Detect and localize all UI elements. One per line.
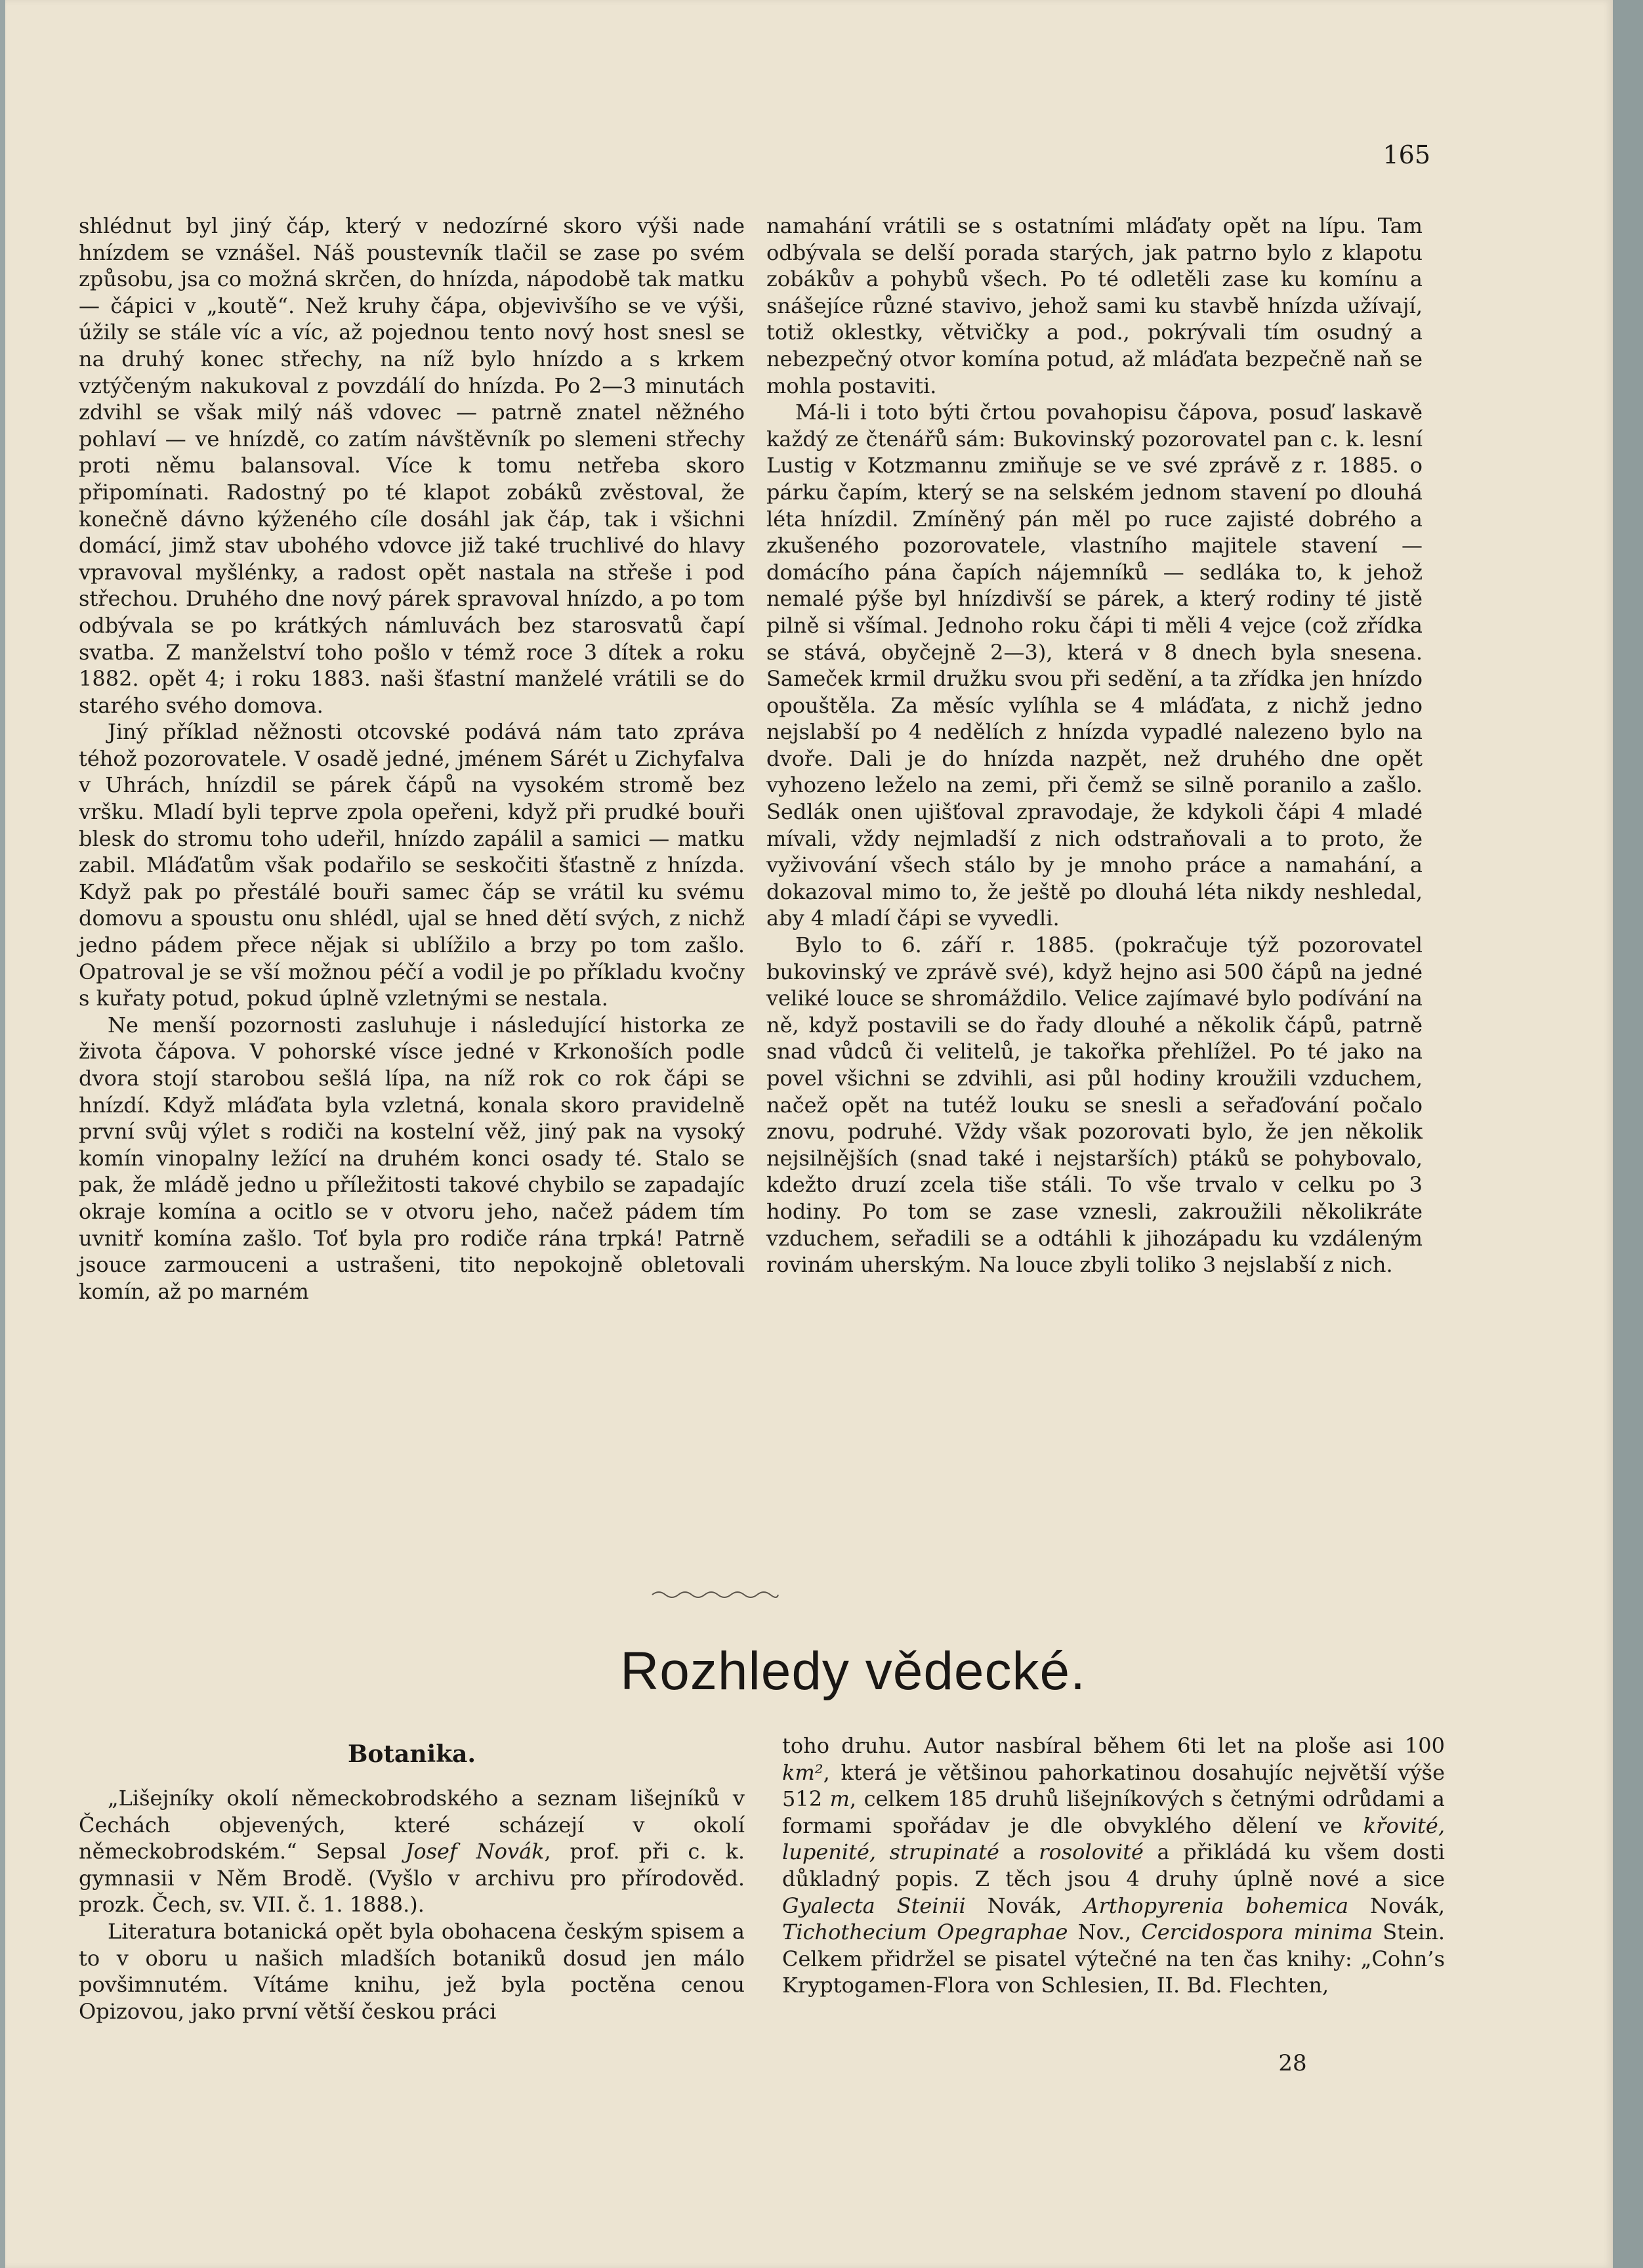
page-edge-strip [1613, 0, 1643, 2268]
species-name: Tichothecium Opegraphae [782, 1920, 1068, 1945]
text-run: Novák, [965, 1893, 1084, 1918]
text-run: a přikládá ku všem dosti důkladný popis. Z těch jsou 4 druhy úplně nové a sice [782, 1839, 1445, 1891]
left-paragraph-3: Ne menší pozornosti zasluhuje i následující historka ze života čápova. V pohorské vísce jedné v Krkonoších podle dvora stojí starobou sešlá lípa, na níž rok co rok čápi se hnízdí. Když mláďata byla vzletná, konala skoro pravidelně první svůj výlet s rodiči na kostelní věž, jiný pak na vysoký komín vinopalny ležící na druhém konci osady té. Stalo se pak, že mládě jedno u příležitosti takové chybilo se zapadajíc okraje komína a ocitlo se v otvoru jeho, načež pádem tím uvnitř komína zašlo. Toť byla pro rodiče rána trpká! Patrně jsouce zarmouceni a ustrašeni, tito nepokojně obletovali komín, až po marném [79, 1012, 745, 1304]
left-column-article [79, 213, 745, 1305]
lichen-forms: křovité, lupenité, strupinaté [782, 1813, 1445, 1865]
botanika-paragraph-3 [782, 1732, 1445, 1999]
species-name: Arthopyrenia bohemica [1083, 1893, 1349, 1918]
section-heading: Rozhledy vědecké. [620, 1641, 1086, 1701]
species-name: Gyalecta Steinii [782, 1893, 966, 1918]
lichen-form-gelatinous: rosolovité [1039, 1839, 1144, 1865]
text-run: , celkem 185 druhů lišejníkových s četnými odrůdami a formami spořádav je dle obvyklého dělení ve [782, 1786, 1445, 1838]
review-title: „Lišejníky okolí německobrodského a seznam lišejníků v Čechách objevených, které scházejí v okolí německobrodském.“ Sepsal [79, 1786, 745, 1864]
left-paragraph-2: Jiný příklad něžnosti otcovské podává nám tato zpráva téhož pozorovatele. V osadě jedné, jménem Sárét u Zichyfalva v Uhrách, hnízdil se párek čápů na vysokém stromě bez vršku. Mladí byli teprve zpola opeřeni, když při prudké bouři blesk do stromu toho udeřil, hnízdo zapálil a samici — matku zabil. Mláďatům však podařilo se seskočiti šťastně z hnízda. Když pak po přestálé bouři samec čáp se vrátil ku svému domovu a spoustu onu shlédl, ujal se hned dětí svých, z nichž jedno pádem přece nějak si ublížilo a brzy po tom zašlo. Opatroval je se vší možnou péčí a vodil je po příkladu kvočny s kuřaty potud, pokud úplně vzletnými se nestala. [79, 719, 745, 1011]
right-column-article [766, 213, 1423, 1278]
signature-mark: 28 [1278, 2050, 1307, 2076]
right-paragraph-3: Bylo to 6. září r. 1885. (pokračuje týž pozorovatel bukovinský ve zprávě své), když hejno asi 500 čápů na jedné veliké louce se shromáždilo. Velice zajímavé bylo podívání na ně, když postavili se do řady dlouhé a několik čápů, patrně snad vůdců či velitelů, je takořka přehlížel. Po té jako na povel všichni se zdvihli, asi půl hodiny kroužili vzduchem, načež opět na tutéž louku se snesli a seřaďování počalo znovu, podruhé. Vždy však pozorovati bylo, že jen několik nejsilnějších (snad také i nejstarších) ptáků se pohybovalo, kdežto druzí zcela tiše stáli. To vše trvalo v celku po 3 hodiny. Po tom se zase vznesli, zakroužili několikráte vzduchem, seřadili se a odtáhli k jihozápadu ku vzdáleným rovinám uherským. Na louce zbyli toliko 3 nejslabší z nich. [766, 933, 1423, 1278]
unit-km2: km² [782, 1759, 823, 1785]
text-run: Stein. Celkem přidržel se pisatel výtečné na ten čas knihy: „Cohn’s Kryptogamen-Flora von Schlesien, II. Bd. Flechten, [782, 1920, 1445, 1998]
text-run: toho druhu. Autor nasbíral během 6ti let na ploše asi 100 [782, 1733, 1445, 1758]
review-author: Josef Novák [405, 1839, 545, 1864]
botanika-paragraph-2: Literatura botanická opět byla obohacena českým spisem a to v oboru u našich mladších botaniků dosud jen málo povšimnutém. Vítáme knihu, jež byla poctěna cenou Opizovou, jako první větší českou práci [79, 1918, 745, 2024]
subsection-heading: Botanika. [347, 1740, 476, 1768]
left-paragraph-1: shlédnut byl jiný čáp, který v nedozírné skoro výši nade hnízdem se vznášel. Náš poustevník tlačil se zase po svém způsobu, jsa co možná skrčen, do hnízda, nápodobě tak matku — čápici v „koutě“. Než kruhy čápa, objevivšího se ve výši, úžily se stále víc a víc, až pojednou tento nový host snesl se na druhý konec střechy, na níž bylo hnízdo a s krkem vztýčeným nakukoval z povzdálí do hnízda. Po 2—3 minutách zdvihl se však milý náš vdovec — patrně znatel něžného pohlaví — ve hnízdě, co zatím návštěvník po slemeni střechy proti němu balansoval. Více k tomu netřeba skoro připomínati. Radostný po té klapot zobáků zvěstoval, že konečně dávno kýženého cíle dosáhl jak čáp, tak i všichni domácí, jimž stav ubohého vdovce již také truchlivé do hlavy vpravoval myšlénky, a radost opět nastala na střeše i pod střechou. Druhého dne nový párek spravoval hnízdo, a po tom odbývala se po krátkých námluvách bez starosvatů čapí svatba. Z manželství toho pošlo v témž roce 3 dítek a roku 1882. opět 4; i roku 1883. naši šťastní manželé vrátili se do starého svého domova. [79, 213, 745, 718]
right-paragraph-1: namahání vrátili se s ostatními mláďaty opět na lípu. Tam odbývala se delší porada starých, jak patrno bylo z klapotu zobákův a pohybů všech. Po té odletěli zase ku komínu a snášejíce různé stavivo, jehož sami ku stavbě hnízda užívají, totiž oklestky, větvičky a pod., pokrývali tím osudný a nebezpečný otvor komína potud, až mláďata bezpečně naň se mohla postaviti. [766, 213, 1423, 398]
botanika-right-column [782, 1732, 1445, 1999]
botanika-paragraph-1 [79, 1785, 745, 1918]
section-divider-ornament [650, 1587, 781, 1603]
text-run: Novák, [1348, 1893, 1445, 1918]
review-source: , prof. při c. k. gymnasii v Něm Brodě. (Vyšlo v archivu pro přírodověd. prozk. Čech, sv. VII. č. 1. 1888.). [79, 1839, 745, 1918]
unit-m: m [829, 1786, 850, 1812]
text-run: a [999, 1839, 1039, 1865]
botanika-left-column [79, 1785, 745, 2025]
right-paragraph-2: Má-li i toto býti črtou povahopisu čápova, posuď laskavě každý ze čtenářů sám: Bukovinský pozorovatel pan c. k. lesní Lustig v Kotzmannu zmiňuje se ve své zprávě z r. 1885. o párku čapím, který se na selském jednom stavení po dlouhá léta hnízdil. Zmíněný pán měl po ruce zajisté dobrého a zkušeného pozorovatele, vlastního majitele stavení — domácího pána čapích nájemníků — sedláka to, k jehož nemalé pýše byl hnízdivší se párek, a který rodiny té jistě pilně si všímal. Jednoho roku čápi ti měli 4 vejce (což zřídka se stává, obyčejně 2—3), která v 8 dnech byla snesena. Sameček krmil družku svou při sedění, a ta zřídka jen hnízdo opouštěla. Za měsíc vylíhla se 4 mláďata, z nichž jedno nejslabší po 4 nedělích z hnízda vypadlé nalezeno bylo na dvoře. Dali je do hnízda nazpět, než druhého dne opět vyhozeno leželo na zemi, při čemž se silně poranilo a zašlo. Sedlák onen ujišťoval zpravodaje, že kdykoli čápi 4 mladé mívali, vždy nejmladší z nich odstraňovali a to proto, že vyživování všech stálo by je mnoho práce a namahání, a dokazoval mimo to, že ještě po dlouhá léta nikdy neshledal, aby 4 mladí čápi se vyvedli. [766, 400, 1423, 931]
text-run: Nov., [1068, 1920, 1142, 1945]
species-name: Cercidospora minima [1141, 1920, 1373, 1945]
page-number: 165 [1383, 140, 1430, 169]
text-run: , která je většinou pahorkatinou dosahujíc největší výše 512 [782, 1759, 1445, 1812]
